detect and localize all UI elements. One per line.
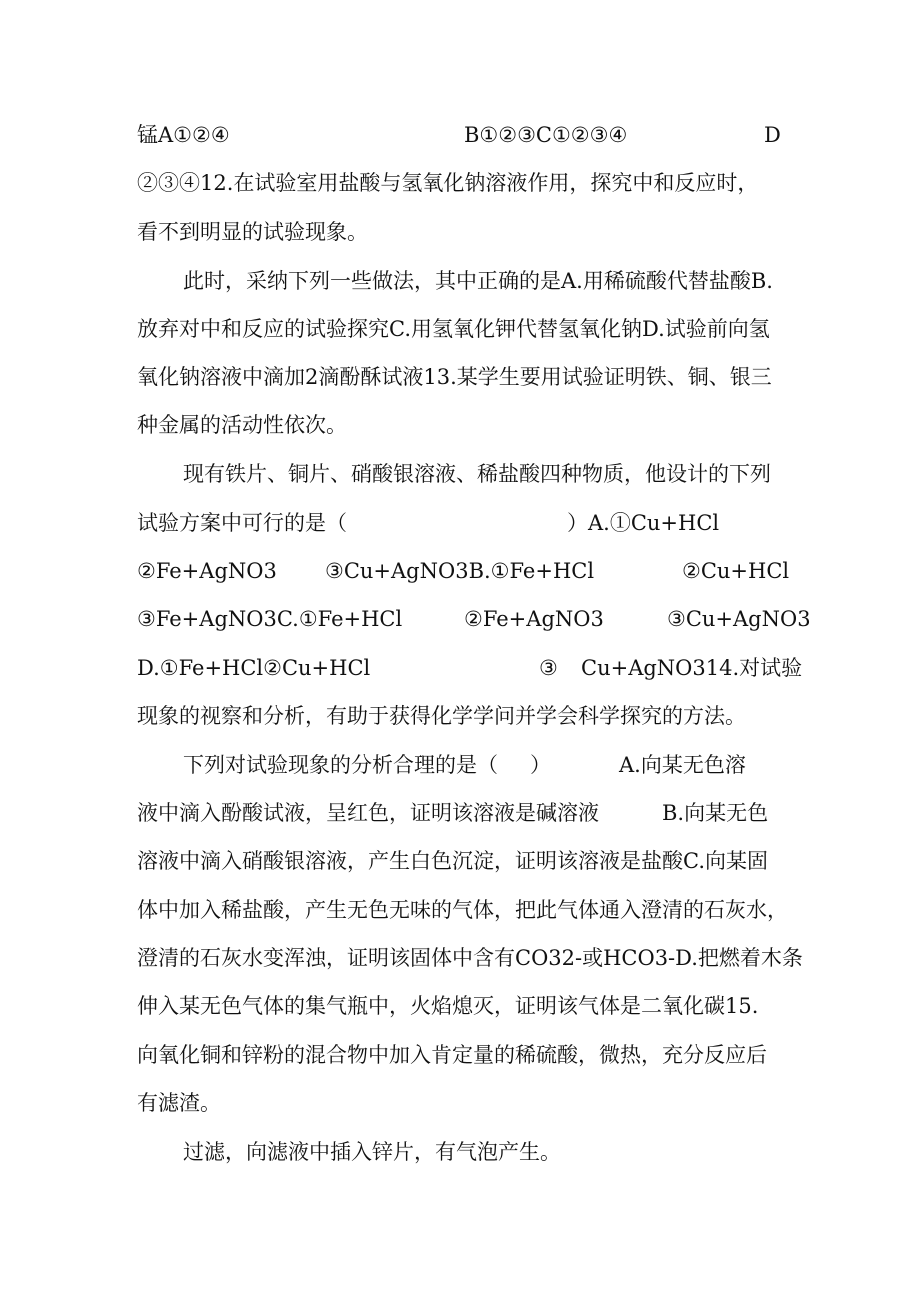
text-segment: B.向某无色 bbox=[662, 801, 769, 825]
text-segment: ②Fe+AgNO3 bbox=[137, 559, 277, 583]
text-segment: B①②③C①②③④ bbox=[464, 123, 628, 147]
text-segment: D bbox=[764, 123, 781, 147]
text-line: 澄清的石灰水变浑浊，证明该固体中含有CO32-或HCO3-D.把燃着木条 bbox=[137, 946, 803, 970]
text-segment: ）A.①Cu+HCl bbox=[567, 511, 720, 535]
text-line: 体中加入稀盐酸，产生无色无味的气体，把此气体通入澄清的石灰水， bbox=[137, 898, 788, 922]
text-segment: D.①Fe+HCl②Cu+HCl bbox=[137, 656, 371, 680]
text-segment: A.向某无色溶 bbox=[619, 753, 746, 777]
text-segment: ③ bbox=[539, 656, 558, 680]
text-segment: 液中滴入酚酸试液，呈红色，证明该溶液是碱溶液 bbox=[137, 801, 599, 825]
text-line: 现象的视察和分析，有助于获得化学学问并学会科学探究的方法。 bbox=[137, 704, 746, 728]
text-line: 伸入某无色气体的集气瓶中，火焰熄灭，证明该气体是二氧化碳15. bbox=[137, 994, 759, 1018]
text-segment: ③Cu+AgNO3 bbox=[667, 607, 811, 631]
text-segment: Cu+AgNO314.对试验 bbox=[581, 656, 803, 680]
text-line: 向氧化铜和锌粉的混合物中加入肯定量的稀硫酸，微热，充分反应后 bbox=[137, 1043, 767, 1067]
text-line: 放弃对中和反应的试验探究C.用氢氧化钾代替氢氧化钠D.试验前向氢 bbox=[137, 317, 770, 341]
text-line: 此时，采纳下列一些做法，其中正确的是A.用稀硫酸代替盐酸B. bbox=[183, 269, 773, 293]
text-line: 溶液中滴入硝酸银溶液，产生白色沉淀，证明该溶液是盐酸C.向某固 bbox=[137, 849, 768, 873]
text-segment: ②Cu+HCl bbox=[682, 559, 790, 583]
text-line: ②③④12.在试验室用盐酸与氢氧化钠溶液作用，探究中和反应时， bbox=[137, 171, 759, 195]
text-segment: ③Cu+AgNO3B.①Fe+HCl bbox=[325, 559, 595, 583]
text-line: 现有铁片、铜片、硝酸银溶液、稀盐酸四种物质，他设计的下列 bbox=[183, 462, 771, 486]
text-segment: ③Fe+AgNO3C.①Fe+HCl bbox=[137, 607, 403, 631]
text-segment: 锰A①②④ bbox=[137, 123, 230, 147]
text-line: 过滤，向滤液中插入锌片，有气泡产生。 bbox=[183, 1140, 561, 1164]
text-line: 有滤渣。 bbox=[137, 1091, 221, 1115]
text-segment: 下列对试验现象的分析合理的是（ bbox=[183, 753, 498, 777]
text-segment: ） bbox=[530, 753, 551, 777]
text-line: 氧化钠溶液中滴加2滴酚酥试液13.某学生要用试验证明铁、铜、银三 bbox=[137, 365, 772, 389]
text-segment: ②Fe+AgNO3 bbox=[464, 607, 604, 631]
text-line: 种金属的活动性依次。 bbox=[137, 413, 347, 437]
text-line: 看不到明显的试验现象。 bbox=[137, 220, 368, 244]
text-segment: 试验方案中可行的是（ bbox=[137, 511, 347, 535]
